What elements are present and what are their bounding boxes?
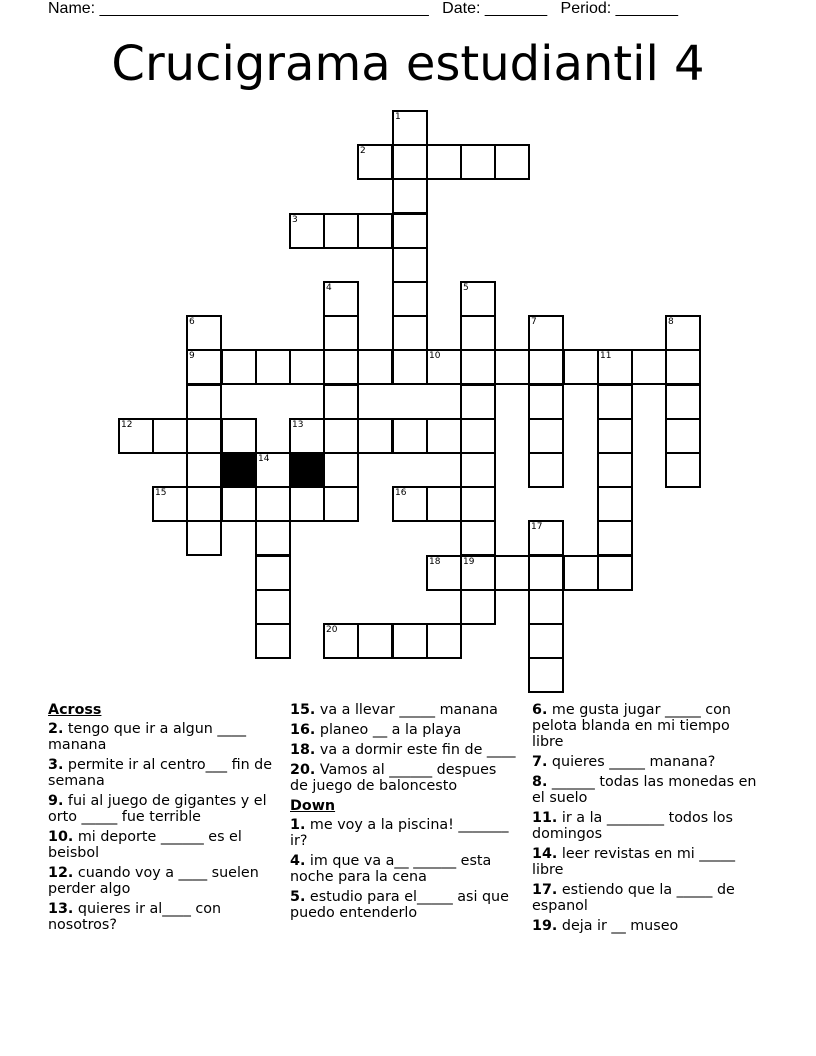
grid-cell[interactable] (357, 213, 393, 249)
grid-cell-number: 9 (189, 351, 195, 361)
grid-cell[interactable] (392, 486, 428, 522)
clue-number: 19. (532, 918, 558, 934)
period-blank[interactable]: _______ (615, 0, 678, 17)
grid-cell-number: 1 (395, 112, 401, 122)
clue-item (532, 918, 760, 934)
clue-item (532, 882, 760, 914)
clue-item (290, 853, 518, 885)
grid-cell[interactable] (357, 623, 393, 659)
clue-text: leer revistas en mi _____ libre (532, 846, 736, 878)
clue-text: quieres ir al____ con nosotros? (48, 901, 222, 933)
grid-cell-number: 19 (463, 557, 475, 567)
grid-cell[interactable] (392, 213, 428, 249)
clue-number: 8. (532, 774, 548, 790)
grid-cell[interactable] (255, 349, 291, 385)
grid-cell[interactable] (392, 110, 428, 146)
clue-item (290, 762, 518, 794)
clue-number: 11. (532, 810, 558, 826)
grid-cell[interactable] (460, 315, 496, 351)
grid-cell[interactable] (426, 349, 462, 385)
clue-text: ______ todas las monedas en el suelo (532, 774, 757, 806)
clue-text: cuando voy a ____ suelen perder algo (48, 865, 259, 897)
clue-item (290, 702, 518, 718)
clue-number: 15. (290, 702, 316, 718)
clue-item (532, 702, 760, 750)
grid-cell[interactable] (289, 418, 325, 454)
grid-cell[interactable] (255, 452, 291, 488)
clue-item (532, 810, 760, 842)
across-clues-list-2 (290, 702, 518, 794)
grid-cell-number: 3 (292, 215, 298, 225)
grid-cell[interactable] (460, 452, 496, 488)
grid-block (289, 452, 325, 488)
clue-number: 17. (532, 882, 558, 898)
grid-cell[interactable] (323, 384, 359, 420)
clue-text: planeo __ a la playa (315, 722, 462, 738)
grid-cell[interactable] (426, 623, 462, 659)
grid-cell[interactable] (323, 213, 359, 249)
grid-cell-number: 16 (395, 488, 407, 498)
grid-cell[interactable] (152, 486, 188, 522)
grid-cell[interactable] (460, 418, 496, 454)
clue-text: permite ir al centro___ fin de semana (48, 757, 273, 789)
clue-item (48, 901, 276, 933)
clue-number: 4. (290, 853, 306, 869)
clue-number: 10. (48, 829, 74, 845)
grid-cell[interactable] (597, 486, 633, 522)
grid-cell[interactable] (597, 555, 633, 591)
grid-cell-number: 7 (531, 317, 537, 327)
grid-cell-number: 17 (531, 522, 543, 532)
down-clues-list-1 (290, 817, 518, 921)
grid-cell[interactable] (426, 486, 462, 522)
grid-cell-number: 10 (429, 351, 441, 361)
clue-item (48, 865, 276, 897)
grid-cell[interactable] (665, 349, 701, 385)
grid-cell[interactable] (255, 486, 291, 522)
grid-cell[interactable] (392, 315, 428, 351)
grid-cell[interactable] (528, 555, 564, 591)
grid-cell[interactable] (597, 520, 633, 556)
grid-cell[interactable] (460, 384, 496, 420)
clue-text: va a dormir este fin de ____ (315, 742, 516, 758)
grid-cell[interactable] (255, 555, 291, 591)
grid-cell-number: 2 (360, 146, 366, 156)
grid-cell-number: 15 (155, 488, 167, 498)
clue-item (48, 829, 276, 861)
grid-cell[interactable] (323, 486, 359, 522)
grid-cell[interactable] (528, 452, 564, 488)
clue-number: 2. (48, 721, 64, 737)
grid-cell[interactable] (289, 349, 325, 385)
clue-column-3 (532, 702, 760, 938)
grid-cell[interactable] (323, 623, 359, 659)
clue-number: 20. (290, 762, 316, 778)
clue-number: 9. (48, 793, 64, 809)
grid-cell-number: 20 (326, 625, 338, 635)
grid-cell[interactable] (426, 555, 462, 591)
grid-cell-number: 14 (258, 454, 270, 464)
clue-number: 12. (48, 865, 74, 881)
grid-cell[interactable] (528, 315, 564, 351)
grid-cell-number: 13 (292, 420, 304, 430)
grid-cell[interactable] (323, 281, 359, 317)
down-clues-list-2 (532, 702, 760, 934)
clue-item (48, 793, 276, 825)
grid-cell[interactable] (255, 623, 291, 659)
grid-cell[interactable] (392, 247, 428, 283)
grid-cell[interactable] (460, 589, 496, 625)
down-heading: Down (290, 798, 336, 814)
clue-text: tengo que ir a algun ____ manana (48, 721, 247, 753)
clue-text: im que va a__ ______ esta noche para la cena (290, 853, 492, 885)
name-label: Name: (48, 0, 96, 17)
grid-cell[interactable] (186, 520, 222, 556)
clue-text: ir a la ________ todos los domingos (532, 810, 733, 842)
grid-cell[interactable] (221, 418, 257, 454)
grid-cell[interactable] (392, 349, 428, 385)
clue-item (290, 817, 518, 849)
period-label: Period: (560, 0, 612, 17)
grid-cell[interactable] (221, 349, 257, 385)
clue-number: 13. (48, 901, 74, 917)
grid-cell[interactable] (152, 418, 188, 454)
grid-cell[interactable] (665, 452, 701, 488)
clue-item (532, 774, 760, 806)
grid-cell[interactable] (494, 555, 530, 591)
grid-cell[interactable] (186, 384, 222, 420)
grid-cell[interactable] (221, 486, 257, 522)
grid-cell[interactable] (528, 589, 564, 625)
grid-cell[interactable] (597, 418, 633, 454)
grid-cell-number: 11 (600, 351, 612, 361)
clue-number: 14. (532, 846, 558, 862)
grid-cell[interactable] (392, 418, 428, 454)
grid-cell[interactable] (494, 144, 530, 180)
clue-text: Vamos al ______ despues de juego de baloncesto (290, 762, 497, 794)
grid-cell[interactable] (494, 349, 530, 385)
clue-item (290, 742, 518, 758)
grid-cell[interactable] (186, 349, 222, 385)
grid-cell[interactable] (323, 315, 359, 351)
grid-cell[interactable] (186, 315, 222, 351)
grid-cell[interactable] (392, 178, 428, 214)
grid-cell[interactable] (357, 144, 393, 180)
grid-cell[interactable] (323, 452, 359, 488)
clue-item (290, 889, 518, 921)
grid-cell[interactable] (460, 486, 496, 522)
clue-text: me voy a la piscina! _______ ir? (290, 817, 509, 849)
grid-cell-number: 6 (189, 317, 195, 327)
clue-item (48, 757, 276, 789)
clue-number: 16. (290, 722, 316, 738)
clue-number: 5. (290, 889, 306, 905)
clue-number: 3. (48, 757, 64, 773)
grid-cell[interactable] (323, 349, 359, 385)
grid-cell[interactable] (563, 555, 599, 591)
clue-column-1 (48, 702, 276, 937)
grid-cell[interactable] (528, 384, 564, 420)
clue-item (48, 721, 276, 753)
clue-item (532, 754, 760, 770)
grid-cell[interactable] (528, 657, 564, 693)
grid-cell[interactable] (186, 452, 222, 488)
grid-cell[interactable] (392, 623, 428, 659)
across-clues-list-1 (48, 721, 276, 933)
grid-cell-number: 4 (326, 283, 332, 293)
grid-cell[interactable] (665, 384, 701, 420)
grid-cell-number: 8 (668, 317, 674, 327)
date-label: Date: (442, 0, 481, 17)
grid-cell-number: 5 (463, 283, 469, 293)
grid-cell[interactable] (118, 418, 154, 454)
clue-text: estudio para el_____ asi que puedo entenderlo (290, 889, 509, 921)
grid-cell[interactable] (460, 349, 496, 385)
clue-text: quieres _____ manana? (547, 754, 716, 770)
grid-cell[interactable] (186, 486, 222, 522)
clue-text: fui al juego de gigantes y el orto _____ fue terrible (48, 793, 267, 825)
grid-cell[interactable] (357, 418, 393, 454)
clue-text: estiendo que la _____ de espanol (532, 882, 735, 914)
grid-cell[interactable] (460, 281, 496, 317)
grid-cell[interactable] (597, 384, 633, 420)
grid-cell[interactable] (528, 520, 564, 556)
grid-cell[interactable] (255, 589, 291, 625)
grid-cell[interactable] (186, 418, 222, 454)
grid-cell[interactable] (392, 144, 428, 180)
grid-cell[interactable] (528, 349, 564, 385)
clue-number: 18. (290, 742, 316, 758)
grid-cell[interactable] (460, 555, 496, 591)
grid-cell[interactable] (323, 418, 359, 454)
clue-text: mi deporte ______ es el beisbol (48, 829, 242, 861)
grid-cell[interactable] (392, 281, 428, 317)
grid-cell[interactable] (426, 144, 462, 180)
date-blank[interactable]: _______ (484, 0, 548, 17)
grid-cell[interactable] (665, 315, 701, 351)
clue-column-2 (290, 702, 518, 925)
grid-cell[interactable] (289, 213, 325, 249)
grid-cell[interactable] (665, 418, 701, 454)
grid-cell[interactable] (597, 452, 633, 488)
clue-text: va a llevar _____ manana (315, 702, 498, 718)
page-title: Crucigrama estudiantil 4 (111, 36, 705, 92)
clue-item (532, 846, 760, 878)
clue-number: 1. (290, 817, 306, 833)
grid-block (221, 452, 257, 488)
grid-cell[interactable] (255, 520, 291, 556)
grid-cell[interactable] (563, 349, 599, 385)
grid-cell[interactable] (357, 349, 393, 385)
grid-cell-number: 18 (429, 557, 441, 567)
grid-cell[interactable] (289, 486, 325, 522)
clue-number: 7. (532, 754, 548, 770)
grid-cell-number: 12 (121, 420, 133, 430)
grid-cell[interactable] (528, 623, 564, 659)
grid-cell[interactable] (460, 520, 496, 556)
clue-number: 6. (532, 702, 548, 718)
grid-cell[interactable] (426, 418, 462, 454)
name-blank[interactable]: _____________________________________ (99, 0, 429, 17)
across-heading: Across (48, 702, 102, 718)
grid-cell[interactable] (460, 144, 496, 180)
clue-item (290, 722, 518, 738)
clue-text: me gusta jugar _____ con pelota blanda en mi tiempo libre (532, 702, 731, 750)
grid-cell[interactable] (631, 349, 667, 385)
clue-text: deja ir __ museo (557, 918, 679, 934)
grid-cell[interactable] (528, 418, 564, 454)
grid-cell[interactable] (597, 349, 633, 385)
